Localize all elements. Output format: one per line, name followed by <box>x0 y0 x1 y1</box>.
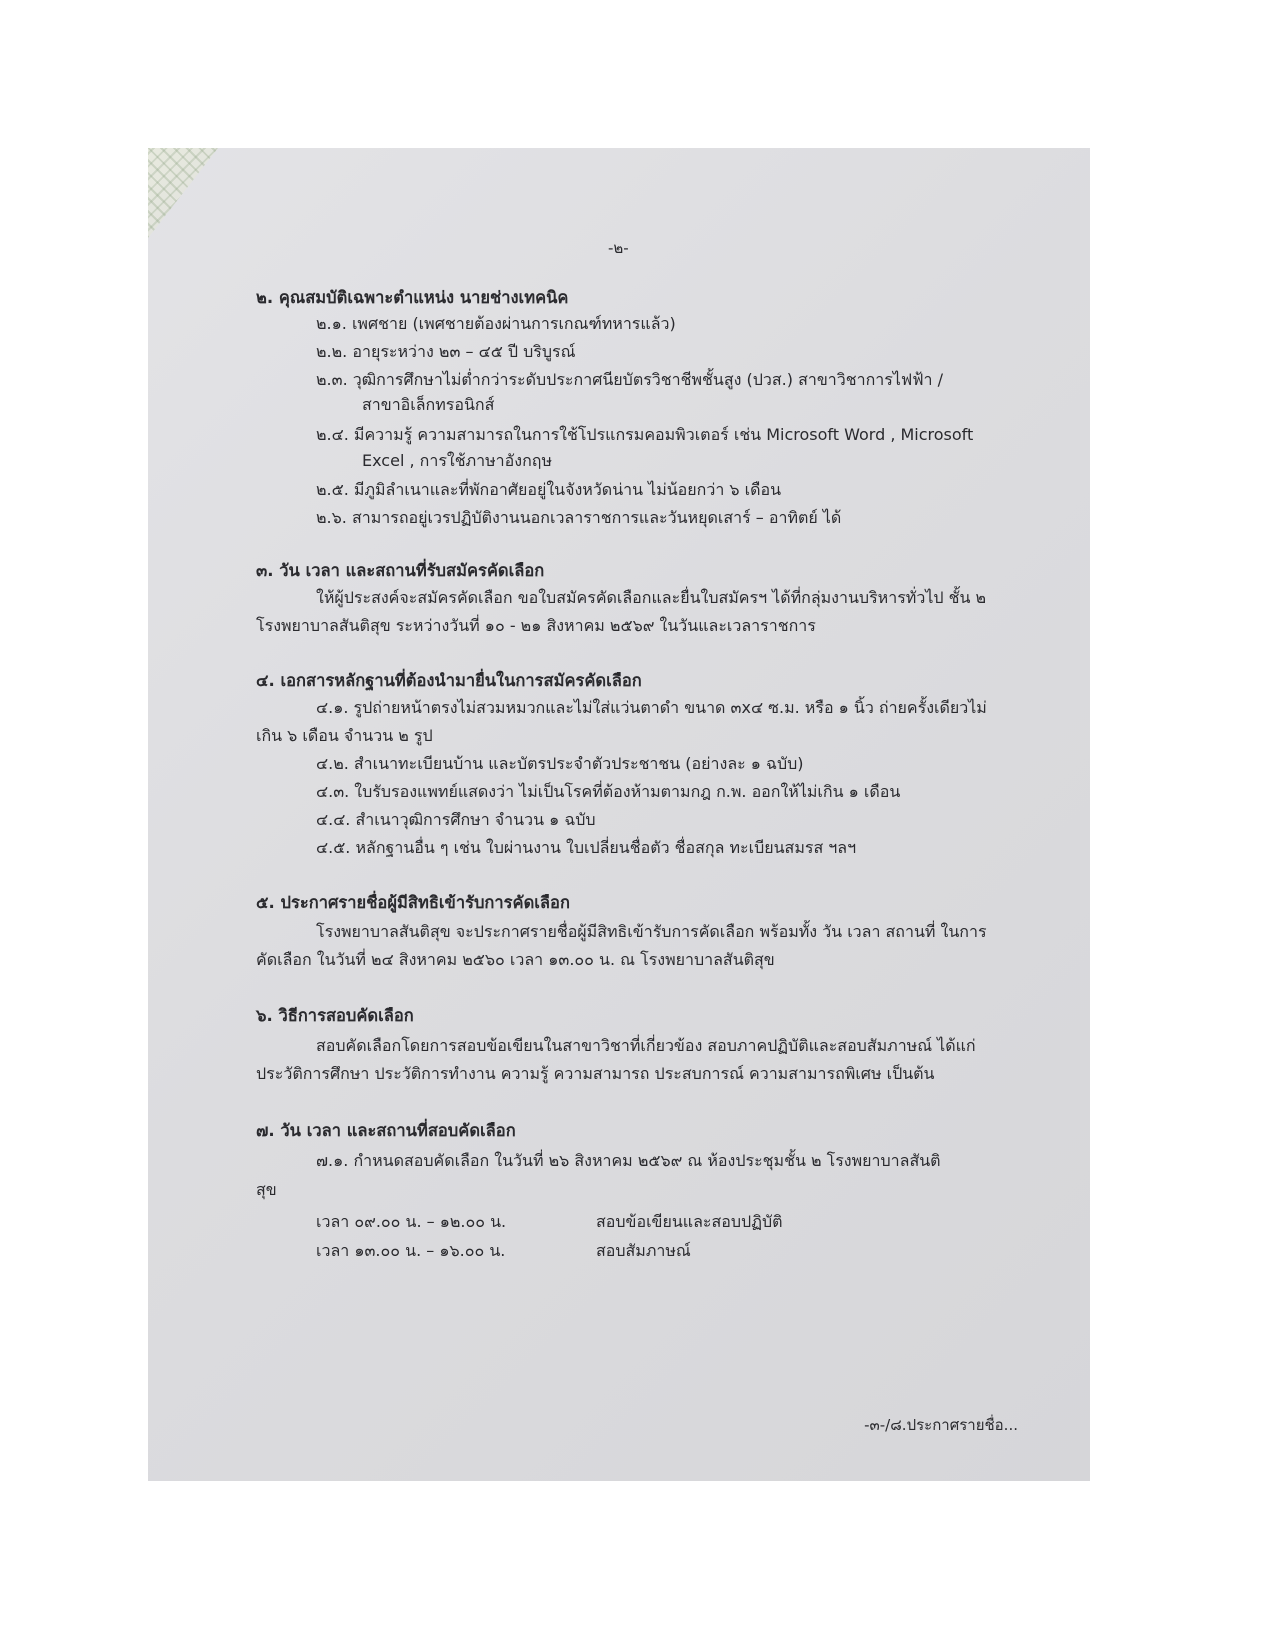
section-3-heading: ๓. วัน เวลา และสถานที่รับสมัครคัดเลือก <box>256 561 545 580</box>
section-3-line-1: ให้ผู้ประสงค์จะสมัครคัดเลือก ขอใบสมัครคัดเลือกและยื่นใบสมัครฯ ได้ที่กลุ่มงานบริหารทั่วไป ชั้น ๒ <box>316 588 987 607</box>
document-page <box>148 148 1090 1481</box>
item-2-4-cont: Excel , การใช้ภาษาอังกฤษ <box>362 451 552 470</box>
section-5-line-1: โรงพยาบาลสันติสุข จะประกาศรายชื่อผู้มีสิทธิเข้ารับการคัดเลือก พร้อมทั้ง วัน เวลา สถานที่ ในการ <box>316 922 987 941</box>
section-6-heading: ๖. วิธีการสอบคัดเลือก <box>256 1006 414 1025</box>
footer-continuation: -๓-/๘.ประกาศรายชื่อ... <box>864 1416 1018 1434</box>
schedule-activity-1: สอบข้อเขียนและสอบปฏิบัติ <box>596 1212 783 1231</box>
page-number: -๒- <box>608 239 629 257</box>
page-text <box>148 148 1090 1481</box>
item-4-4: ๔.๔. สำเนาวุฒิการศึกษา จำนวน ๑ ฉบับ <box>316 810 596 829</box>
schedule-time-1: เวลา ๐๙.๐๐ น. – ๑๒.๐๐ น. <box>316 1212 507 1231</box>
item-2-4: ๒.๔. มีความรู้ ความสามารถในการใช้โปรแกรมคอมพิวเตอร์ เช่น Microsoft Word , Microsoft <box>316 425 974 444</box>
section-2-heading: ๒. คุณสมบัติเฉพาะตำแหน่ง นายช่างเทคนิค <box>256 288 569 307</box>
item-2-2: ๒.๒. อายุระหว่าง ๒๓ – ๔๕ ปี บริบูรณ์ <box>316 342 576 361</box>
item-7-1-cont: สุข <box>256 1180 277 1199</box>
schedule-activity-2: สอบสัมภาษณ์ <box>596 1241 691 1260</box>
item-2-6: ๒.๖. สามารถอยู่เวรปฏิบัติงานนอกเวลาราชการและวันหยุดเสาร์ – อาทิตย์ ได้ <box>316 508 842 527</box>
item-4-1-cont: เกิน ๖ เดือน จำนวน ๒ รูป <box>256 726 433 745</box>
schedule-time-2: เวลา ๑๓.๐๐ น. – ๑๖.๐๐ น. <box>316 1241 506 1260</box>
section-7-heading: ๗. วัน เวลา และสถานที่สอบคัดเลือก <box>256 1121 516 1140</box>
section-4-heading: ๔. เอกสารหลักฐานที่ต้องนำมายื่นในการสมัครคัดเลือก <box>256 671 642 690</box>
section-6-line-2: ประวัติการศึกษา ประวัติการทำงาน ความรู้ ความสามารถ ประสบการณ์ ความสามารถพิเศษ เป็นต้น <box>256 1064 935 1083</box>
section-5-line-2: คัดเลือก ในวันที่ ๒๔ สิงหาคม ๒๕๖๐ เวลา ๑๓.๐๐ น. ณ โรงพยาบาลสันติสุข <box>256 950 775 969</box>
section-5-heading: ๕. ประกาศรายชื่อผู้มีสิทธิเข้ารับการคัดเลือก <box>256 893 570 912</box>
item-4-3: ๔.๓. ใบรับรองแพทย์แสดงว่า ไม่เป็นโรคที่ต้องห้ามตามกฎ ก.พ. ออกให้ไม่เกิน ๑ เดือน <box>316 782 901 801</box>
item-2-5: ๒.๕. มีภูมิลำเนาและที่พักอาศัยอยู่ในจังหวัดน่าน ไม่น้อยกว่า ๖ เดือน <box>316 480 782 499</box>
item-4-2: ๔.๒. สำเนาทะเบียนบ้าน และบัตรประจำตัวประชาชน (อย่างละ ๑ ฉบับ) <box>316 754 804 773</box>
item-2-3: ๒.๓. วุฒิการศึกษาไม่ต่ำกว่าระดับประกาศนียบัตรวิชาชีพชั้นสูง (ปวส.) สาขาวิชาการไฟฟ้า / <box>316 370 943 389</box>
item-2-1: ๒.๑. เพศชาย (เพศชายต้องผ่านการเกณฑ์ทหารแล้ว) <box>316 314 676 333</box>
item-4-1: ๔.๑. รูปถ่ายหน้าตรงไม่สวมหมวกและไม่ใส่แว่นตาดำ ขนาด ๓x๔ ซ.ม. หรือ ๑ นิ้ว ถ่ายครั้งเดียวไม่ <box>316 698 987 717</box>
item-7-1: ๗.๑. กำหนดสอบคัดเลือก ในวันที่ ๒๖ สิงหาคม ๒๕๖๙ ณ ห้องประชุมชั้น ๒ โรงพยาบาลสันติ <box>316 1151 941 1170</box>
item-4-5: ๔.๕. หลักฐานอื่น ๆ เช่น ใบผ่านงาน ใบเปลี่ยนชื่อตัว ชื่อสกุล ทะเบียนสมรส ฯลฯ <box>316 838 857 857</box>
item-2-3-cont: สาขาอิเล็กทรอนิกส์ <box>362 395 495 414</box>
section-6-line-1: สอบคัดเลือกโดยการสอบข้อเขียนในสาขาวิชาที่เกี่ยวข้อง สอบภาคปฏิบัติและสอบสัมภาษณ์ ได้แก่ <box>316 1036 976 1055</box>
section-3-line-2: โรงพยาบาลสันติสุข ระหว่างวันที่ ๑๐ - ๒๑ สิงหาคม ๒๕๖๙ ในวันและเวลาราชการ <box>256 616 816 635</box>
